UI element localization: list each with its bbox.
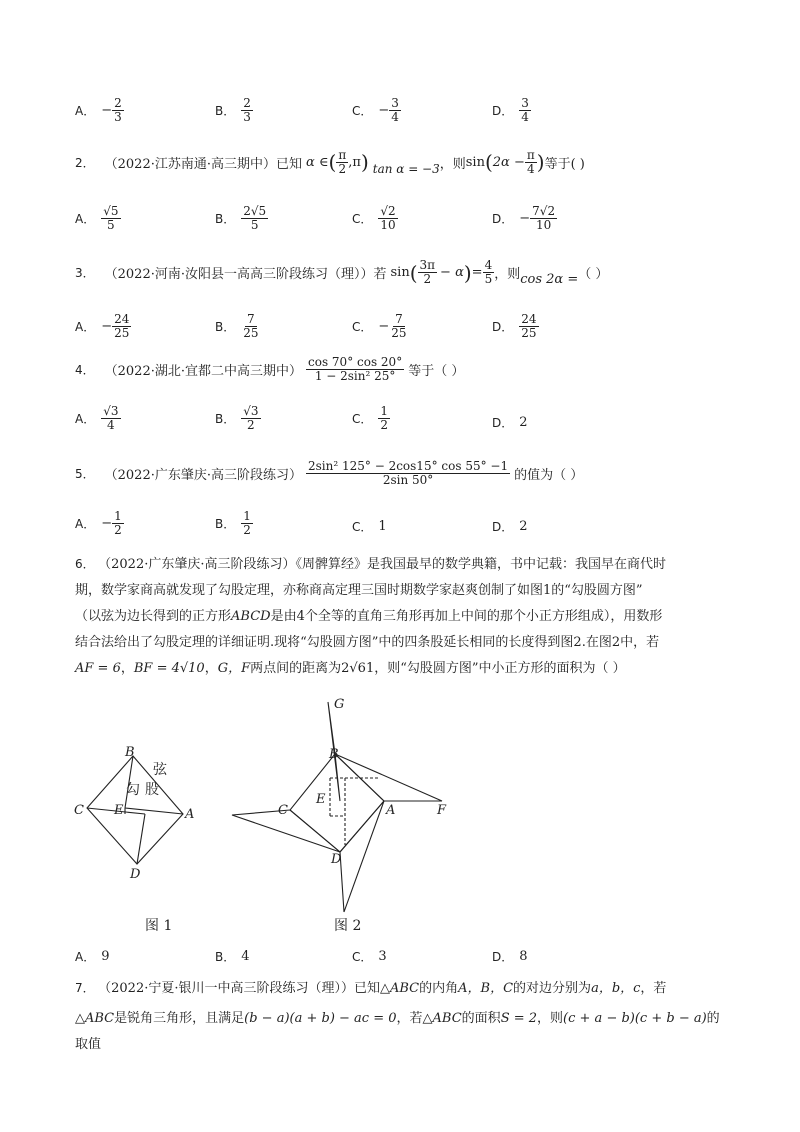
q3-option-a: A． − $\frac{24}{25}$ xyxy=(75,312,130,340)
fraction: $\frac{1}{2}$ xyxy=(380,404,389,432)
fig1-label-b: B xyxy=(125,745,135,760)
q1-option-b: B． $\frac{2}{3}$ xyxy=(215,96,251,124)
fig2-label-f: F xyxy=(437,803,447,818)
q6-line-3: （以弦为边长得到的正方形ABCD是由4个全等的直角三角形再加上中间的那个小正方形组成），用数形 xyxy=(75,609,663,624)
q5-option-d: D． 2 xyxy=(492,519,528,534)
fig2-caption: 图 2 xyxy=(334,918,362,934)
fig2-label-e: E xyxy=(316,792,326,807)
fig2-label-a: A xyxy=(386,803,396,818)
q1-option-a: A． − $\frac{2}{3}$ xyxy=(75,96,122,124)
q6-line-5: AF = 6，BF = 4√10，G，F两点间的距离为2√61，则“勾股圆方图”中小正方形的面积为（ ） xyxy=(75,661,626,676)
q3-option-b: B． $\frac{7}{25}$ xyxy=(215,312,259,340)
fraction: $\frac{\pi}{2}$ xyxy=(338,147,347,176)
fig1-label-d: D xyxy=(130,867,141,882)
fig2-label-b: B xyxy=(329,747,339,762)
fraction: $\frac{2√5}{5}$ xyxy=(243,204,267,232)
figure-1 xyxy=(87,756,183,864)
fraction: $\frac{1}{2}$ xyxy=(114,509,122,537)
fraction: $\frac{√3}{2}$ xyxy=(243,404,259,432)
figure-2 xyxy=(232,702,442,912)
fraction: $\frac{7}{25}$ xyxy=(391,312,407,340)
q5-option-a: A． − $\frac{1}{2}$ xyxy=(75,509,122,537)
fig2-spike-d xyxy=(340,801,384,912)
fraction: $\frac{7}{25}$ xyxy=(243,312,259,340)
q3-option-c: C． − $\frac{7}{25}$ xyxy=(352,312,407,340)
question-5: 5． （2022·广东肇庆·高三阶段练习） $\frac{\text{2sin² 125° − 2cos15° cos 55° −1}}{2\sin 50^\circ}$ 的值为（ ） xyxy=(75,459,584,487)
question-3: 3． （2022·河南·汝阳县一高高三阶段练习（理））若 sin ( $\frac{3\pi}{2}$ − α ) = $\frac{4}{5}$ ，则 cos 2α = （ ） xyxy=(75,258,609,287)
q7-line-2: △ABC是锐角三角形，且满足(b − a)(a + b) − ac = 0，若△ABC的面积S = 2，则(c + a − b)(c + b − a)的取值 xyxy=(75,1011,720,1052)
q5-option-b: B． $\frac{1}{2}$ xyxy=(215,509,251,537)
question-7 xyxy=(75,975,725,1058)
fig1-label-xian: 弦 xyxy=(153,762,167,778)
q6-option-c: C． 3 xyxy=(352,949,387,964)
q2-option-a: A． $\frac{√5}{5}$ xyxy=(75,204,119,232)
q1-option-c: C． − $\frac{3}{4}$ xyxy=(352,96,399,124)
q6-option-a: A． 9 xyxy=(75,949,110,964)
question-6 xyxy=(75,551,725,682)
fig1-label-gu: 股 xyxy=(145,782,159,798)
fraction: $\frac{3}{4}$ xyxy=(391,96,399,124)
fraction: $\frac{3\pi}{2}$ xyxy=(419,258,436,286)
fig2-label-c: C xyxy=(278,803,288,818)
q6-line-1: 6． （2022·广东肇庆·高三阶段练习）《周髀算经》是我国最早的数学典籍，书中记载：我国早在商代时 xyxy=(75,557,666,572)
q6-option-d: D． 8 xyxy=(492,949,528,964)
fig2-label-g: G xyxy=(334,697,345,712)
q4-option-d: D． 2 xyxy=(492,415,528,430)
fraction: $\frac{1}{2}$ xyxy=(243,509,251,537)
fraction: $\frac{√2}{10}$ xyxy=(380,204,396,232)
fraction: $\frac{√5}{5}$ xyxy=(103,204,119,232)
q4-option-a: A． $\frac{√3}{4}$ xyxy=(75,404,119,432)
fraction: $\frac{2}{3}$ xyxy=(114,96,122,124)
q7-line-1: 7． （2022·宁夏·银川一中高三阶段练习（理））已知△ABC的内角A，B，C的对边分别为a，b，c，若 xyxy=(75,981,667,996)
q6-line-4: 结合法给出了勾股定理的详细证明.现将“勾股圆方图”中的四条股延长相同的长度得到图2.在图2中，若 xyxy=(75,635,660,650)
fig1-label-e: E xyxy=(114,803,124,818)
q2-option-c: C． $\frac{√2}{10}$ xyxy=(352,204,396,232)
fraction: $\frac{24}{25}$ xyxy=(521,312,537,340)
fraction: $\frac{\pi}{4}$ xyxy=(526,147,535,176)
q3-option-d: D． $\frac{24}{25}$ xyxy=(492,312,537,340)
fraction: $\frac{√3}{4}$ xyxy=(103,404,119,432)
q6-figures xyxy=(0,690,800,940)
fraction: $\frac{2}{3}$ xyxy=(243,96,251,124)
q6-line-2: 期，数学家商高就发现了勾股定理，亦称商高定理三国时期数学家赵爽创制了如图1的“勾股圆方图” xyxy=(75,583,643,598)
fig2-label-d: D xyxy=(331,852,342,867)
question-2: 2． （2022·江苏南通·高三期中）已知 α ∈ ( $\frac{\pi}{2}$ ,π ) tan α = −3 ，则 sin ( 2α − $\frac{\pi}{4}$ ) 等于( ) xyxy=(75,147,585,176)
fraction: $\frac{\cos 70^\circ \cos 20^\circ}{\text{1 − 2sin² 25°}}$ xyxy=(308,355,403,383)
fig1-caption: 图 1 xyxy=(145,918,173,934)
q4-option-b: B． $\frac{√3}{2}$ xyxy=(215,404,259,432)
q2-option-b: B． $\frac{2√5}{5}$ xyxy=(215,204,267,232)
q5-option-c: C． 1 xyxy=(352,519,387,534)
fig1-label-c: C xyxy=(74,803,84,818)
fraction: $\frac{24}{25}$ xyxy=(114,312,130,340)
fraction: $\frac{\text{2sin² 125° − 2cos15° cos 55° −1}}{2\sin 50^\circ}$ xyxy=(308,459,509,487)
fig1-label-gou: 勾 xyxy=(126,782,140,798)
q6-option-b: B． 4 xyxy=(215,949,250,964)
fraction: $\frac{3}{4}$ xyxy=(521,96,529,124)
q1-option-d: D． $\frac{3}{4}$ xyxy=(492,96,529,124)
q4-option-c: C． $\frac{1}{2}$ xyxy=(352,404,389,432)
fig1-label-a: A xyxy=(185,807,195,822)
q2-option-d: D． − $\frac{7√2}{10}$ xyxy=(492,204,556,232)
fraction: $\frac{4}{5}$ xyxy=(484,258,493,286)
question-4: 4． （2022·湖北·宜都二中高三期中） $\frac{\cos 70^\circ \cos 20^\circ}{\text{1 − 2sin² 25°}}$ 等于（ ） xyxy=(75,355,465,383)
fraction: $\frac{7√2}{10}$ xyxy=(532,204,556,232)
